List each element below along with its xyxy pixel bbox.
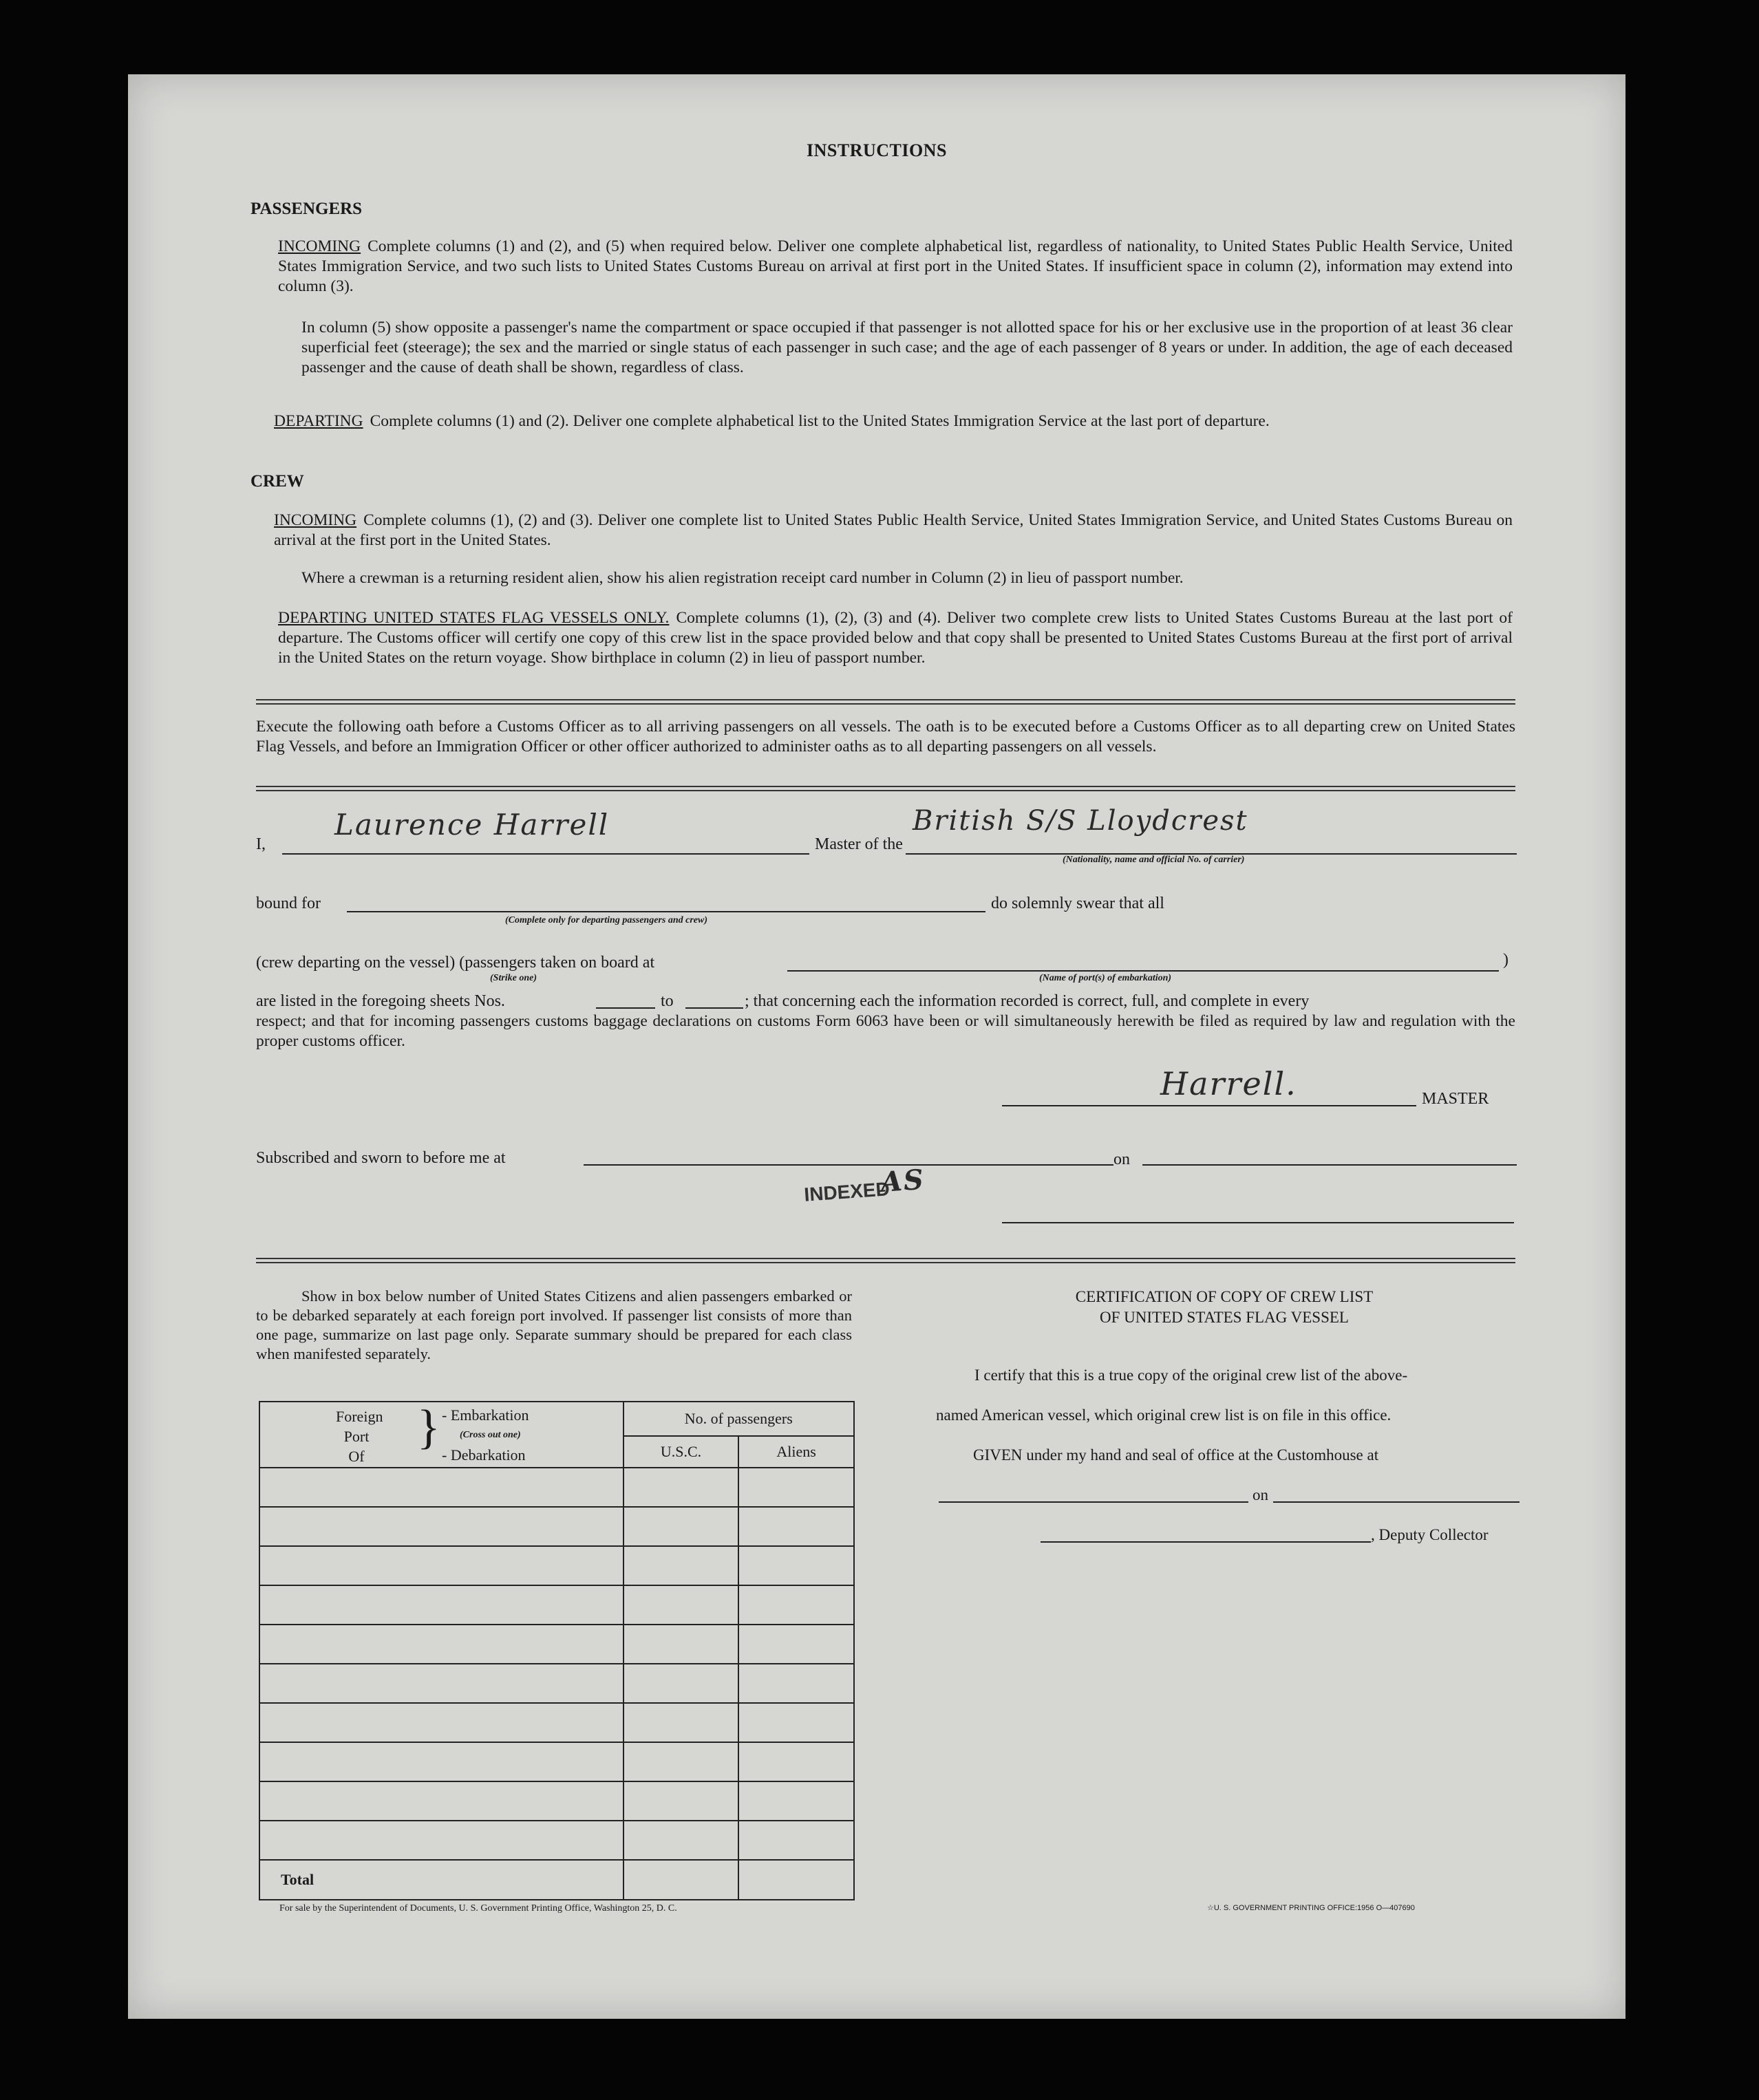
summary-row: [259, 1821, 854, 1860]
crew-heading: CREW: [250, 472, 304, 491]
crew-departing-label: DEPARTING UNITED STATES FLAG VESSELS ONLY.: [278, 609, 670, 627]
footer-right: ☆U. S. GOVERNMENT PRINTING OFFICE:1956 O—407690: [1207, 1904, 1415, 1912]
passengers-incoming-text: Complete columns (1) and (2), and (5) when required below. Deliver one complete alphabetical list, regardless of nationality, to United States Public Health Service, United States Immigration Service, and two such lists to United States Customs Bureau on arrival at first port in the United States. If insufficient space in column (2), information may extend into column (3).: [278, 237, 1513, 295]
sheet-to-line[interactable]: [685, 1007, 743, 1009]
crew-incoming-text: Complete columns (1), (2) and (3). Deliver one complete list to United States Public Health Service, United States Immigration Service, and United States Customs Bureau on arrival at the first port in the United States.: [274, 511, 1513, 549]
port-label: Port: [343, 1428, 370, 1445]
summary-aliens-cell[interactable]: [738, 1507, 854, 1546]
summary-aliens-cell[interactable]: [738, 1468, 854, 1507]
deputy-collector-label: , Deputy Collector: [1371, 1526, 1489, 1543]
indexed-stamp-text: INDEXED: [803, 1178, 891, 1206]
summary-aliens-cell[interactable]: [738, 1625, 854, 1664]
embarkation-label: - Embarkation: [442, 1406, 529, 1424]
close-paren: ): [1503, 951, 1509, 969]
certify-line-2: named American vessel, which original crew list is on file in this office.: [936, 1406, 1392, 1424]
master-signature: Harrell.: [1160, 1065, 1297, 1102]
passengers-incoming-label: INCOMING: [278, 237, 361, 255]
subscribed-label: Subscribed and sworn to before me at: [256, 1149, 506, 1167]
sworn-date-line[interactable]: [1142, 1164, 1517, 1166]
certify-line-1: I certify that this is a true copy of the original crew list of the above-: [974, 1367, 1408, 1384]
indexed-initials: AS: [880, 1163, 926, 1199]
summary-port-cell[interactable]: [259, 1546, 623, 1585]
summary-row: [259, 1625, 854, 1664]
aliens-header: Aliens: [738, 1436, 854, 1468]
passengers-heading: PASSENGERS: [250, 200, 363, 218]
summary-aliens-cell[interactable]: [738, 1585, 854, 1625]
section-divider: [256, 699, 1515, 705]
foreign-port-of-label: [336, 1406, 383, 1466]
summary-port-cell[interactable]: [259, 1664, 623, 1703]
summary-instruction: Show in box below number of United States Citizens and alien passengers embarked or to be debarked separately at each foreign port involved. If passenger list consists of more than one page, summarize on last page only. Separate summary should be prepared for each class when manifested separately.: [256, 1287, 852, 1362]
cert-on-label: on: [1252, 1486, 1268, 1503]
summary-port-cell[interactable]: [259, 1781, 623, 1821]
port-header-cell: [259, 1402, 623, 1468]
summary-aliens-cell[interactable]: [738, 1781, 854, 1821]
officer-signature-line[interactable]: [1002, 1222, 1514, 1223]
section-divider: [256, 786, 1515, 791]
customhouse-line[interactable]: [939, 1501, 1248, 1503]
carrier-handwriting: British S/S Lloydcrest: [913, 805, 1248, 837]
crew-incoming-paragraph: [274, 511, 1513, 550]
passengers-departing-label: DEPARTING: [274, 412, 363, 430]
i-label: I,: [256, 835, 266, 853]
summary-port-cell[interactable]: [259, 1742, 623, 1781]
summary-usc-cell[interactable]: [623, 1742, 739, 1781]
port-caption: (Name of port(s) of embarkation): [1039, 973, 1172, 983]
total-label: Total: [259, 1860, 623, 1900]
summary-aliens-cell[interactable]: [738, 1821, 854, 1860]
passengers-departing-paragraph: [274, 411, 1513, 431]
instructions-title: INSTRUCTIONS: [807, 140, 947, 160]
sworn-place-line[interactable]: [584, 1164, 1113, 1166]
summary-row: [259, 1468, 854, 1507]
debarkation-label: - Debarkation: [442, 1446, 526, 1464]
bound-for-caption: (Complete only for departing passengers and crew): [505, 915, 707, 925]
summary-usc-cell[interactable]: [623, 1585, 739, 1625]
to-label: to: [661, 992, 674, 1010]
crew-incoming-label: INCOMING: [274, 511, 357, 529]
sheet-from-line[interactable]: [596, 1007, 655, 1009]
summary-usc-cell[interactable]: [623, 1821, 739, 1860]
section-divider: [256, 1258, 1515, 1263]
summary-port-cell[interactable]: [259, 1507, 623, 1546]
summary-row: [259, 1546, 854, 1585]
passenger-summary-table-wrap: [259, 1401, 855, 1900]
summary-port-cell[interactable]: [259, 1821, 623, 1860]
crew-alien-paragraph: Where a crewman is a returning resident alien, show his alien registration receipt card number in Column (2) in lieu of passport number.: [301, 569, 1184, 587]
sworn-on-label: on: [1113, 1150, 1130, 1168]
summary-row: [259, 1781, 854, 1821]
footer-left: For sale by the Superintendent of Documents, U. S. Government Printing Office, Washington 25, D. C.: [279, 1903, 677, 1914]
crew-departing-text: Complete columns (1), (2), (3) and (4). Deliver two complete crew lists to United States Customs Bureau at the last port of departure. The Customs officer will certify one copy of this crew list in the space provided below and that copy shall be presented to United States Customs Bureau at the first port of arrival in the United States on the return voyage. Show birthplace in column (2) in lieu of passport number.: [278, 609, 1513, 667]
form-page: [128, 74, 1625, 2019]
master-of-label: Master of the: [815, 835, 903, 853]
summary-row: [259, 1507, 854, 1546]
crew-passengers-label: (crew departing on the vessel) (passengers taken on board at: [256, 954, 655, 972]
summary-usc-cell[interactable]: [623, 1781, 739, 1821]
summary-usc-cell[interactable]: [623, 1625, 739, 1664]
total-usc-cell[interactable]: [623, 1860, 739, 1900]
certification-heading-1: CERTIFICATION OF COPY OF CREW LIST: [1075, 1288, 1374, 1305]
summary-usc-cell[interactable]: [623, 1664, 739, 1703]
total-aliens-cell[interactable]: [738, 1860, 854, 1900]
brace-icon: }: [417, 1401, 440, 1454]
summary-aliens-cell[interactable]: [738, 1546, 854, 1585]
summary-port-cell[interactable]: [259, 1703, 623, 1742]
listed-label: are listed in the foregoing sheets Nos.: [256, 992, 505, 1010]
summary-row: [259, 1664, 854, 1703]
master-name-line[interactable]: [282, 853, 809, 855]
indexed-stamp: [803, 1163, 940, 1208]
port-embarkation-line[interactable]: [787, 970, 1499, 972]
cert-date-line[interactable]: [1273, 1501, 1520, 1503]
oath-statement: respect; and that for incoming passengers customs baggage declarations on customs Form 6063 have been or will simultaneously herewith be filed as required by law and regulation with the proper customs officer.: [256, 1012, 1515, 1050]
foreign-label: Foreign: [336, 1408, 383, 1425]
cross-out-caption: (Cross out one): [460, 1430, 521, 1440]
summary-port-cell[interactable]: [259, 1468, 623, 1507]
passengers-incoming-paragraph: [278, 237, 1513, 297]
bound-for-line[interactable]: [347, 911, 985, 912]
summary-aliens-cell[interactable]: [738, 1742, 854, 1781]
summary-aliens-cell[interactable]: [738, 1664, 854, 1703]
summary-row: [259, 1703, 854, 1742]
given-line: GIVEN under my hand and seal of office at the Customhouse at: [973, 1446, 1379, 1464]
deputy-signature-line[interactable]: [1041, 1541, 1371, 1543]
master-name-handwriting: Laurence Harrell: [334, 808, 610, 842]
master-signature-line[interactable]: [1002, 1105, 1416, 1106]
summary-usc-cell[interactable]: [623, 1546, 739, 1585]
of-label: Of: [348, 1448, 365, 1465]
summary-port-cell[interactable]: [259, 1585, 623, 1625]
oath-intro: Execute the following oath before a Customs Officer as to all arriving passengers on all vessels. The oath is to be executed before a Customs Officer as to all departing crew on United States Flag Vessels, and before an Immigration Officer or other officer authorized to administer oaths as to all departing passengers on all vessels.: [256, 718, 1515, 756]
strike-caption: (Strike one): [490, 973, 537, 983]
summary-row: [259, 1585, 854, 1625]
passengers-col5-paragraph: In column (5) show opposite a passenger's name the compartment or space occupied if that passenger is not allotted space for his or her exclusive use in the proportion of at least 36 clear superficial feet (steerage); the sex and the married or single status of each passenger in such case; and the age of each passenger of 8 years or under. In addition, the age of each deceased passenger and the cause of death shall be shown, regardless of class.: [301, 319, 1513, 376]
swear-label: do solemnly swear that all: [991, 894, 1164, 912]
summary-usc-cell[interactable]: [623, 1703, 739, 1742]
passengers-departing-text: Complete columns (1) and (2). Deliver one complete alphabetical list to the United States Immigration Service at the last port of departure.: [370, 412, 1270, 430]
summary-port-cell[interactable]: [259, 1625, 623, 1664]
master-label: MASTER: [1422, 1090, 1489, 1108]
summary-row: [259, 1742, 854, 1781]
passenger-summary-table: [259, 1401, 855, 1900]
summary-usc-cell[interactable]: [623, 1468, 739, 1507]
bound-for-label: bound for: [256, 894, 321, 912]
summary-usc-cell[interactable]: [623, 1507, 739, 1546]
certification-heading-2: OF UNITED STATES FLAG VESSEL: [1100, 1309, 1349, 1326]
usc-header: U.S.C.: [623, 1436, 739, 1468]
no-passengers-header: No. of passengers: [623, 1402, 854, 1436]
crew-departing-paragraph: [278, 608, 1513, 668]
summary-rows: [259, 1468, 854, 1860]
carrier-caption: (Nationality, name and official No. of carrier): [1063, 855, 1245, 865]
summary-aliens-cell[interactable]: [738, 1703, 854, 1742]
statement-after-nos: ; that concerning each the information recorded is correct, full, and complete in every: [745, 992, 1310, 1010]
